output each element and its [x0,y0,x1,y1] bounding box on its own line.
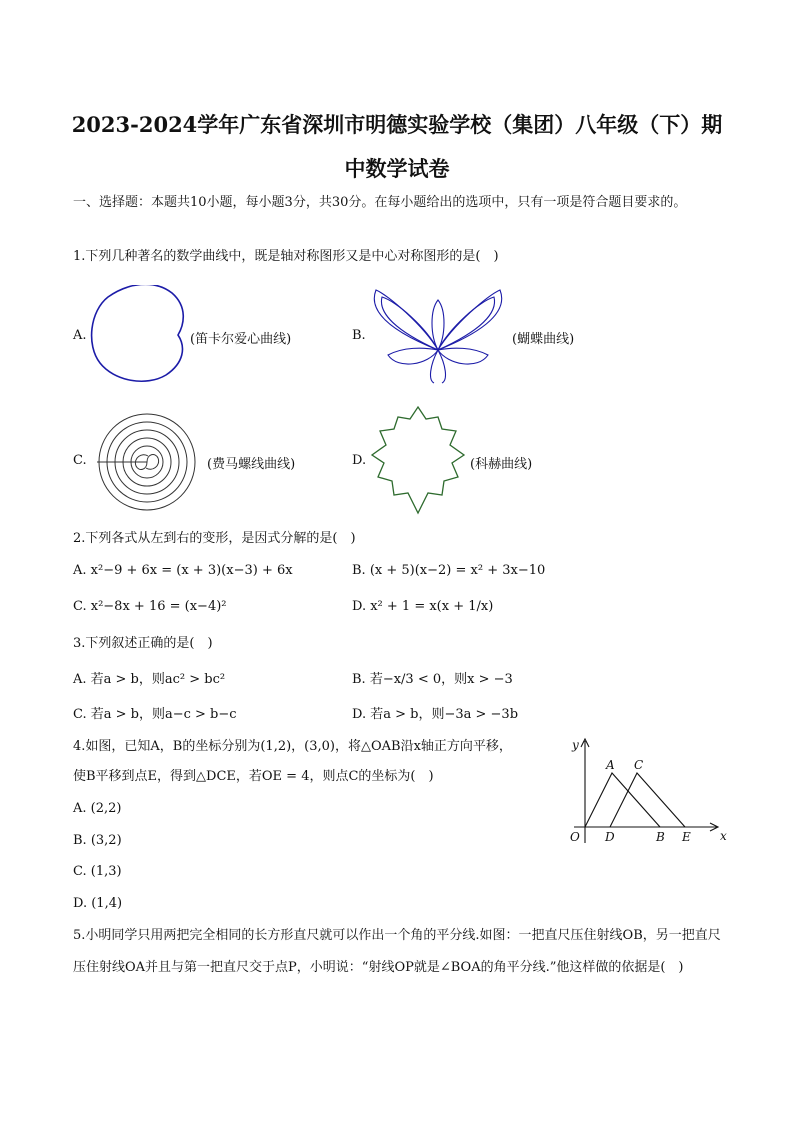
label-o: O [570,830,580,844]
section-intro: 一、选择题：本题共10小题，每小题3分，共30分。在每小题给出的选项中，只有一项是符合题目要求的。 [73,195,687,210]
q5-stem: 5.小明同学只用两把完全相同的长方形直尺就可以作出一个角的平分线.如图：一把直尺压住射线OB，另一把直尺压住射线OA并且与第一把直尺交于点P，小明说：“射线OP就是∠BOA的角平分线.”他这样做的依据是( ) [73,928,721,975]
butterfly-figure [368,285,508,385]
q1-option-d-letter: D. [352,453,367,468]
label-x: x [720,829,727,843]
q1-stem: 1.下列几种著名的数学曲线中，既是轴对称图形又是中心对称图形的是( ) [73,249,499,264]
q1-option-d-caption: (科赫曲线) [470,457,533,472]
q3-option-d: D. 若a > b，则−3a > −3b [352,707,519,722]
q2-stem: 2.下列各式从左到右的变形，是因式分解的是( ) [73,531,356,546]
triangle-oab [585,773,660,827]
q1-option-b-letter: B. [352,328,366,343]
q2-option-d: D. x² + 1 = x(x + 1/x) [352,599,494,614]
cardioid-figure [88,285,188,385]
label-e: E [682,830,691,844]
koch-snowflake-figure [368,405,468,517]
q3-option-a: A. 若a > b，则ac² > bc² [73,672,226,687]
label-d: D [605,830,615,844]
q2-option-a: A. x²−9 + 6x = (x + 3)(x−3) + 6x [73,563,293,578]
q1-option-b-caption: (蝴蝶曲线) [512,332,575,347]
q4-stem-line1: 4.如图，已知A，B的坐标分别为(1,2)，(3,0)，将△OAB沿x轴正方向平移， [73,739,512,754]
q4-coordinate-figure [560,735,730,850]
label-c: C [634,758,644,772]
label-a: A [606,758,615,772]
q4-option-c: C. (1,3) [73,864,122,879]
q1-option-c-letter: C. [73,453,87,468]
q4-option-d: D. (1,4) [73,896,123,911]
q1-option-c-caption: (费马螺线曲线) [207,457,296,472]
fermat-spiral-figure [92,410,202,515]
title-line-1: 2023-2024学年广东省深圳市明德实验学校（集团）八年级（下）期 [71,112,723,137]
triangle-dce [610,773,685,827]
q4-option-b: B. (3,2) [73,833,122,848]
q4-option-a: A. (2,2) [73,801,122,816]
q4-stem-line2: 使B平移到点E，得到△DCE，若OE = 4，则点C的坐标为( ) [73,769,434,784]
title-line-2: 中数学试卷 [344,156,450,181]
q3-option-c: C. 若a > b，则a−c > b−c [73,707,237,722]
q3-option-b: B. 若−x/3 < 0，则x > −3 [352,672,513,687]
q2-option-b: B. (x + 5)(x−2) = x² + 3x−10 [352,563,546,578]
label-y: y [572,738,579,752]
q1-option-a-letter: A. [73,328,87,343]
q2-option-c: C. x²−8x + 16 = (x−4)² [73,599,227,614]
q3-stem: 3.下列叙述正确的是( ) [73,636,213,651]
q1-option-a-caption: (笛卡尔爱心曲线) [190,332,292,347]
label-b: B [656,830,665,844]
paper-title [40,103,754,191]
